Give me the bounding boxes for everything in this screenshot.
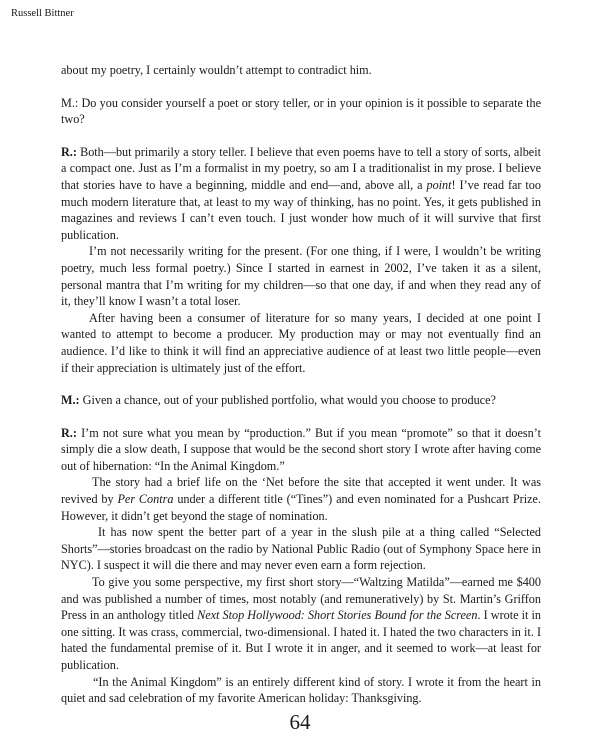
answer-text: Both—but primarily a story teller. I believe that even poems have to tell a story of sorts, albeit a compact one. Just as I’m a formalist in my poetry, so am I a traditionalist in my prose. I believe that stories have to have a beginning, middle and end—and, above all, a (61, 144, 541, 192)
page-body (61, 62, 541, 707)
paragraph-4 (61, 474, 541, 524)
question-1: M.: Do you consider yourself a poet or story teller, or in your opinion is it possible to separate the two? (61, 95, 541, 127)
running-header: Russell Bittner (11, 8, 74, 19)
answer-text-continued: ! I’ve read far too much modern literature that, at least to my way of thinking, has no point. Yes, it gets published in magazines and reviews I can’t even touch. I just wonder how much of it will survive that first publication. (61, 177, 541, 242)
publication-title: Per Contra (117, 492, 174, 507)
paragraph-3: After having been a consumer of literature for so many years, I decided at one point I wanted to attempt to become a producer. My production may or may not eventually find an audience. I’d like to think it will find an appreciative audience of at least two little people—even if their appreciation is ultimately just of the effort. (61, 310, 541, 375)
speaker-label: R.: (61, 144, 77, 159)
page-number: 64 (289, 710, 311, 734)
paragraph-1: about my poetry, I certainly wouldn’t attempt to contradict him. (61, 63, 372, 77)
paragraph-2: I’m not necessarily writing for the present. (For one thing, if I were, I wouldn’t be writing poetry, much less formal poetry.) Since I started in earnest in 2002, I’ve taken it as a silent, personal mantra that I’m writing for my children—so that one day, if and when they read any of it, they’ll know I wasn’t a total loser. (61, 244, 541, 309)
text-run: . I wrote it in one sitting. It was crass, commercial, two-dimensional. I hated it. I hated the two characters in it. I hated the fundamental premise of it. But I wrote it in anger, and it seemed to work—at least for publication. (61, 608, 541, 672)
paragraph-6 (61, 574, 541, 674)
answer-2 (61, 425, 541, 475)
answer-1 (61, 144, 541, 244)
speaker-label: M.: (61, 393, 80, 408)
emphasis: point (426, 177, 452, 192)
speaker-label: R.: (61, 425, 77, 440)
anthology-title: Next Stop Hollywood: Short Stories Bound for the Screen (197, 608, 478, 623)
text-run: The story had a brief life on the ‘Net before the site that accepted it went under. It was revived by (61, 475, 541, 507)
question-2 (61, 392, 541, 409)
text-run: To give you some perspective, my first short story—“Waltzing Matilda”—earned me $400 and was published a number of times, most notably (and remuneratively) by St. Martin’s Griffon Press in an anthology titled (61, 575, 541, 623)
paragraph-7: “In the Animal Kingdom” is an entirely different kind of story. I wrote it from the heart in quiet and sad celebration of my favorite American holiday: Thanksgiving. (61, 674, 541, 706)
paragraph-5: It has now spent the better part of a year in the slush pile at a thing called “Selected Shorts”—stories broadcast on the radio by National Public Radio (out of Symphony Space here in NYC). I suspect it will die there and may never even earn a form rejection. (61, 525, 541, 573)
text-run: under a different title (“Tines”) and even nominated for a Pushcart Prize. However, it didn’t get beyond the stage of nomination. (61, 492, 541, 523)
answer-text: I’m not sure what you mean by “production.” But if you mean “promote” so that it doesn’t simply die a slow death, I suppose that would be the second short story I wrote after having come out of hibernation: “In the Animal Kingdom.” (61, 425, 541, 473)
question-text: Given a chance, out of your published portfolio, what would you choose to produce? (79, 393, 496, 408)
